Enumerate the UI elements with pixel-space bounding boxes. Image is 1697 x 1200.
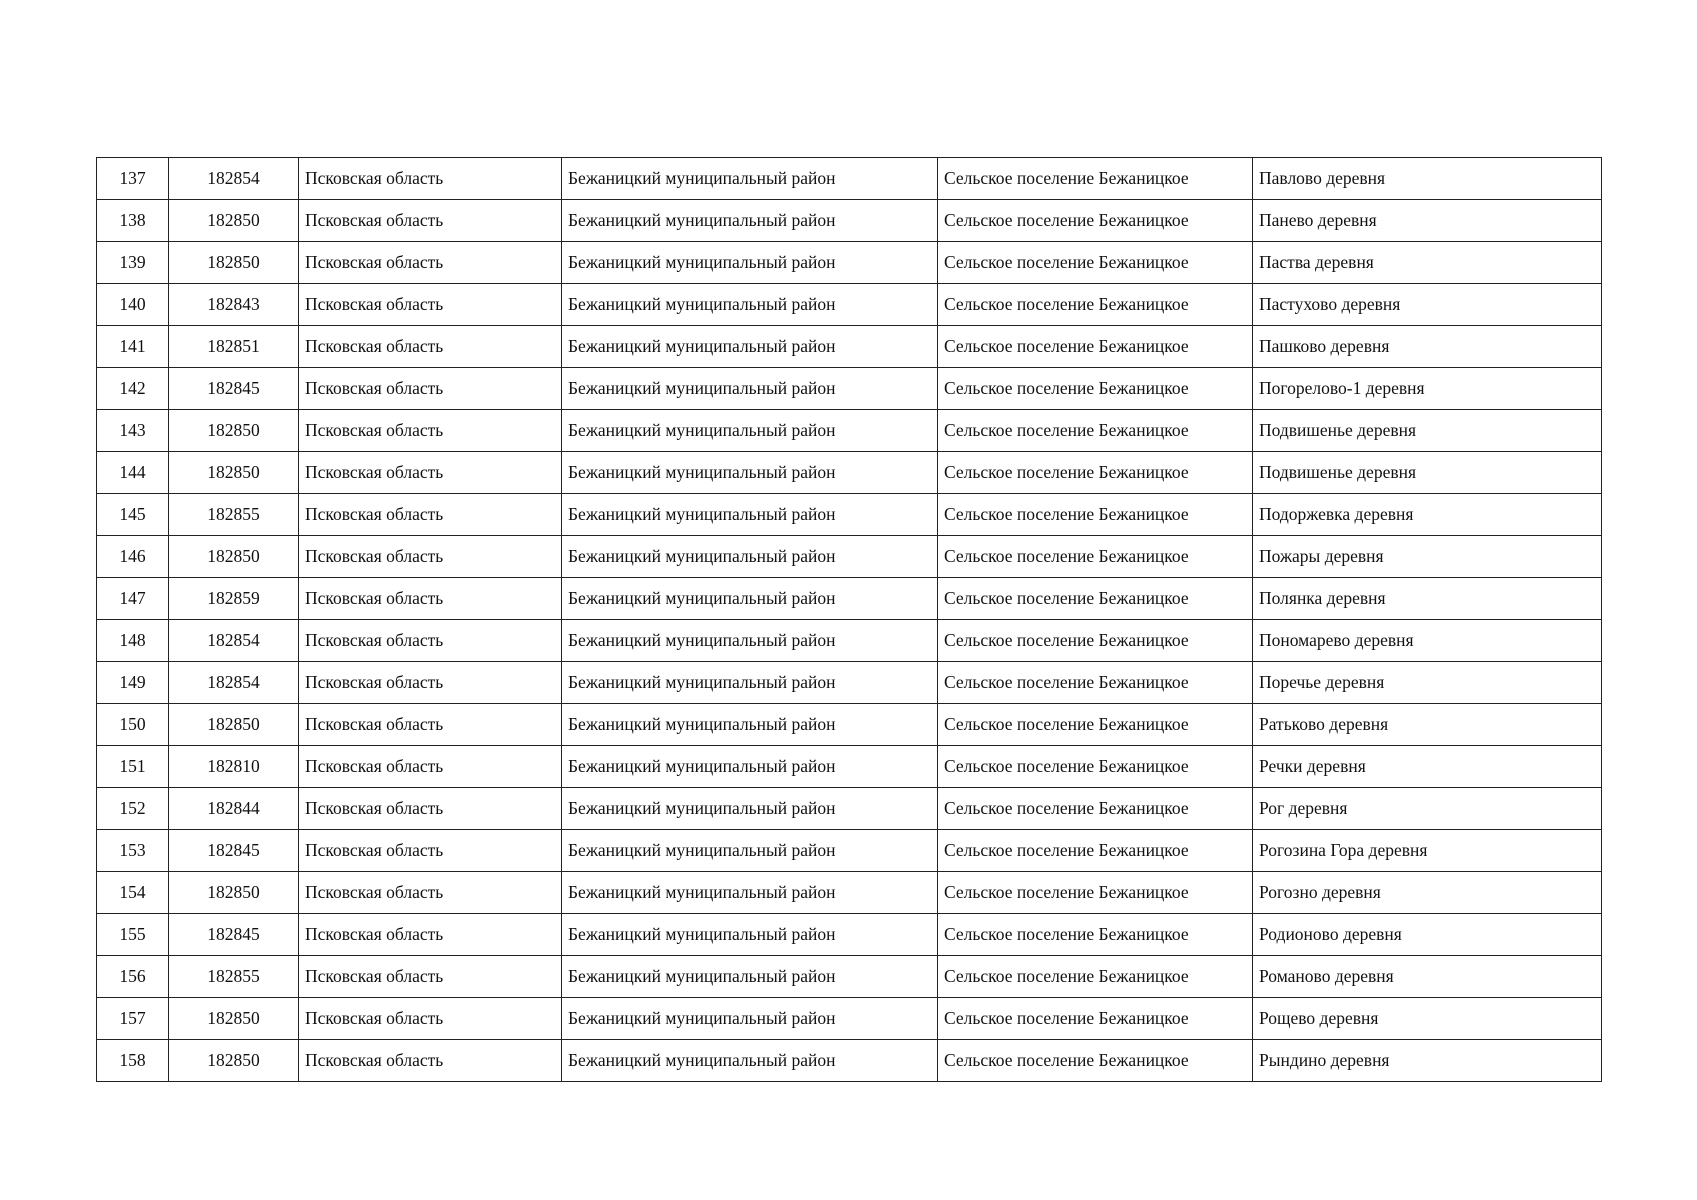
cell-district: Бежаницкий муниципальный район [562,830,938,872]
cell-district: Бежаницкий муниципальный район [562,998,938,1040]
cell-postal-index: 182854 [169,662,299,704]
cell-locality: Родионово деревня [1253,914,1602,956]
table-row [97,578,1602,620]
cell-district: Бежаницкий муниципальный район [562,956,938,998]
cell-district: Бежаницкий муниципальный район [562,704,938,746]
cell-postal-index: 182851 [169,326,299,368]
cell-district: Бежаницкий муниципальный район [562,788,938,830]
cell-row-number: 138 [97,200,169,242]
cell-region: Псковская область [299,578,562,620]
cell-postal-index: 182855 [169,494,299,536]
cell-locality: Речки деревня [1253,746,1602,788]
cell-district: Бежаницкий муниципальный район [562,410,938,452]
cell-locality: Рог деревня [1253,788,1602,830]
cell-row-number: 157 [97,998,169,1040]
table-row [97,326,1602,368]
cell-region: Псковская область [299,662,562,704]
cell-district: Бежаницкий муниципальный район [562,578,938,620]
cell-locality: Пашково деревня [1253,326,1602,368]
table-row [97,368,1602,410]
cell-postal-index: 182845 [169,914,299,956]
cell-row-number: 140 [97,284,169,326]
cell-row-number: 141 [97,326,169,368]
table-row [97,788,1602,830]
cell-settlement: Сельское поселение Бежаницкое [938,998,1253,1040]
cell-postal-index: 182850 [169,242,299,284]
cell-postal-index: 182850 [169,410,299,452]
table-row [97,200,1602,242]
cell-postal-index: 182854 [169,620,299,662]
cell-row-number: 153 [97,830,169,872]
cell-postal-index: 182859 [169,578,299,620]
cell-district: Бежаницкий муниципальный район [562,746,938,788]
cell-postal-index: 182844 [169,788,299,830]
cell-locality: Поречье деревня [1253,662,1602,704]
cell-district: Бежаницкий муниципальный район [562,620,938,662]
cell-row-number: 143 [97,410,169,452]
cell-region: Псковская область [299,494,562,536]
table-row [97,158,1602,200]
table-row [97,1040,1602,1082]
cell-district: Бежаницкий муниципальный район [562,494,938,536]
cell-region: Псковская область [299,998,562,1040]
cell-region: Псковская область [299,788,562,830]
cell-locality: Ратьково деревня [1253,704,1602,746]
cell-postal-index: 182850 [169,452,299,494]
cell-region: Псковская область [299,830,562,872]
cell-settlement: Сельское поселение Бежаницкое [938,746,1253,788]
cell-district: Бежаницкий муниципальный район [562,242,938,284]
cell-settlement: Сельское поселение Бежаницкое [938,956,1253,998]
cell-row-number: 150 [97,704,169,746]
cell-postal-index: 182843 [169,284,299,326]
cell-settlement: Сельское поселение Бежаницкое [938,200,1253,242]
cell-district: Бежаницкий муниципальный район [562,326,938,368]
cell-district: Бежаницкий муниципальный район [562,368,938,410]
cell-region: Псковская область [299,326,562,368]
cell-row-number: 151 [97,746,169,788]
table-row [97,662,1602,704]
cell-row-number: 145 [97,494,169,536]
cell-region: Псковская область [299,452,562,494]
cell-row-number: 139 [97,242,169,284]
cell-region: Псковская область [299,872,562,914]
cell-row-number: 158 [97,1040,169,1082]
table-row [97,914,1602,956]
cell-settlement: Сельское поселение Бежаницкое [938,914,1253,956]
cell-region: Псковская область [299,284,562,326]
cell-settlement: Сельское поселение Бежаницкое [938,158,1253,200]
cell-district: Бежаницкий муниципальный район [562,662,938,704]
cell-locality: Подоржевка деревня [1253,494,1602,536]
cell-settlement: Сельское поселение Бежаницкое [938,452,1253,494]
cell-district: Бежаницкий муниципальный район [562,914,938,956]
cell-locality: Полянка деревня [1253,578,1602,620]
table-body [97,158,1602,1082]
locality-table [96,157,1602,1082]
cell-postal-index: 182854 [169,158,299,200]
cell-postal-index: 182845 [169,368,299,410]
cell-settlement: Сельское поселение Бежаницкое [938,536,1253,578]
cell-locality: Погорелово-1 деревня [1253,368,1602,410]
cell-region: Псковская область [299,914,562,956]
cell-locality: Павлово деревня [1253,158,1602,200]
cell-row-number: 137 [97,158,169,200]
cell-postal-index: 182850 [169,998,299,1040]
cell-postal-index: 182845 [169,830,299,872]
cell-locality: Подвишенье деревня [1253,410,1602,452]
cell-locality: Рогозина Гора деревня [1253,830,1602,872]
cell-row-number: 146 [97,536,169,578]
cell-settlement: Сельское поселение Бежаницкое [938,1040,1253,1082]
cell-settlement: Сельское поселение Бежаницкое [938,410,1253,452]
cell-settlement: Сельское поселение Бежаницкое [938,494,1253,536]
cell-region: Псковская область [299,956,562,998]
cell-settlement: Сельское поселение Бежаницкое [938,704,1253,746]
cell-settlement: Сельское поселение Бежаницкое [938,284,1253,326]
cell-district: Бежаницкий муниципальный район [562,200,938,242]
cell-postal-index: 182850 [169,200,299,242]
cell-settlement: Сельское поселение Бежаницкое [938,368,1253,410]
cell-settlement: Сельское поселение Бежаницкое [938,326,1253,368]
table-row [97,746,1602,788]
cell-row-number: 152 [97,788,169,830]
cell-postal-index: 182850 [169,536,299,578]
table-row [97,872,1602,914]
cell-region: Псковская область [299,746,562,788]
cell-region: Псковская область [299,704,562,746]
cell-postal-index: 182850 [169,704,299,746]
cell-region: Псковская область [299,368,562,410]
cell-postal-index: 182850 [169,872,299,914]
cell-locality: Рогозно деревня [1253,872,1602,914]
cell-district: Бежаницкий муниципальный район [562,872,938,914]
cell-row-number: 149 [97,662,169,704]
cell-postal-index: 182855 [169,956,299,998]
table-row [97,620,1602,662]
cell-settlement: Сельское поселение Бежаницкое [938,662,1253,704]
table-row [97,452,1602,494]
cell-locality: Пожары деревня [1253,536,1602,578]
cell-region: Псковская область [299,410,562,452]
cell-postal-index: 182810 [169,746,299,788]
cell-region: Псковская область [299,200,562,242]
table-row [97,998,1602,1040]
table-row [97,284,1602,326]
cell-row-number: 147 [97,578,169,620]
cell-locality: Рындино деревня [1253,1040,1602,1082]
cell-row-number: 155 [97,914,169,956]
cell-district: Бежаницкий муниципальный район [562,1040,938,1082]
cell-region: Псковская область [299,242,562,284]
cell-district: Бежаницкий муниципальный район [562,536,938,578]
cell-settlement: Сельское поселение Бежаницкое [938,788,1253,830]
cell-locality: Пономарево деревня [1253,620,1602,662]
table-row [97,830,1602,872]
cell-region: Псковская область [299,620,562,662]
cell-district: Бежаницкий муниципальный район [562,452,938,494]
cell-row-number: 148 [97,620,169,662]
cell-region: Псковская область [299,158,562,200]
cell-row-number: 154 [97,872,169,914]
cell-district: Бежаницкий муниципальный район [562,284,938,326]
cell-region: Псковская область [299,1040,562,1082]
cell-row-number: 144 [97,452,169,494]
table-row [97,956,1602,998]
cell-settlement: Сельское поселение Бежаницкое [938,620,1253,662]
cell-row-number: 156 [97,956,169,998]
cell-locality: Романово деревня [1253,956,1602,998]
cell-region: Псковская область [299,536,562,578]
cell-district: Бежаницкий муниципальный район [562,158,938,200]
cell-row-number: 142 [97,368,169,410]
table-row [97,494,1602,536]
cell-settlement: Сельское поселение Бежаницкое [938,578,1253,620]
cell-settlement: Сельское поселение Бежаницкое [938,242,1253,284]
cell-locality: Рощево деревня [1253,998,1602,1040]
cell-locality: Паства деревня [1253,242,1602,284]
table-row [97,704,1602,746]
cell-locality: Пастухово деревня [1253,284,1602,326]
table-row [97,242,1602,284]
cell-locality: Панево деревня [1253,200,1602,242]
cell-settlement: Сельское поселение Бежаницкое [938,830,1253,872]
cell-locality: Подвишенье деревня [1253,452,1602,494]
table-row [97,410,1602,452]
table-row [97,536,1602,578]
cell-postal-index: 182850 [169,1040,299,1082]
cell-settlement: Сельское поселение Бежаницкое [938,872,1253,914]
